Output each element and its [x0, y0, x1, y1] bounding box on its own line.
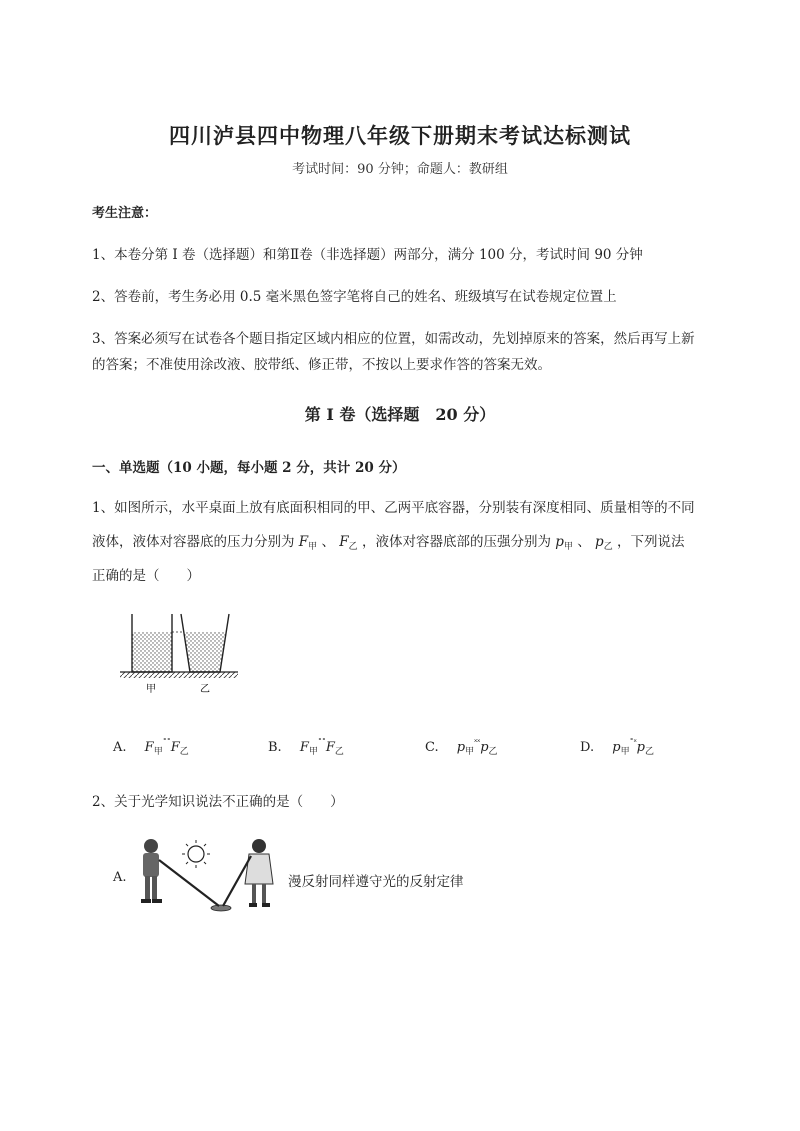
- q2-option-a-letter[interactable]: A.: [113, 870, 127, 885]
- girl-figure: [245, 839, 273, 907]
- q1-option-a[interactable]: A. $F_甲^{˚˚}F_乙$: [113, 738, 189, 757]
- part-heading: 一、单选题（10 小题，每小题 2 分，共计 20 分）: [92, 460, 406, 476]
- notice-item-3: 3、答案必须写在试卷各个题目指定区域内相应的位置，如需改动，先划掉原来的答案，然后再写上新: [92, 331, 695, 347]
- q1-stem-line3: 正确的是（ ）: [92, 568, 200, 584]
- notice-item-1: 1、本卷分第 I 卷（选择题）和第Ⅱ卷（非选择题）两部分，满分 100 分，考试时间 90 分钟: [92, 247, 643, 263]
- q1-text-e: ，下列说法: [617, 534, 685, 550]
- reflector: [211, 905, 231, 911]
- pressure-yi: $p_乙$: [595, 534, 613, 552]
- reflection-illustration: [135, 832, 285, 920]
- force-yi: $F_乙$: [339, 534, 358, 552]
- sun-icon: [182, 840, 210, 868]
- pressure-jia: $p_甲$: [555, 534, 573, 552]
- container-jia: [132, 614, 172, 672]
- exam-info: 考试时间：90 分钟；命题人：教研组: [292, 162, 508, 177]
- q2-option-a-text: 漫反射同样遵守光的反射定律: [288, 874, 464, 890]
- boy-figure: [141, 839, 162, 903]
- fig-label-jia: 甲: [146, 684, 156, 695]
- notice-item-3-cont: 的答案；不准使用涂改液、胶带纸、修正带，不按以上要求作答的答案无效。: [92, 357, 551, 373]
- page-title: 四川泸县四中物理八年级下册期末考试达标测试: [169, 123, 631, 148]
- q1-text-a: 液体，液体对容器底的压力分别为: [92, 534, 295, 550]
- q1-text-b: 、: [321, 534, 335, 550]
- q1-text-c: ，液体对容器底部的压强分别为: [361, 534, 551, 550]
- fig-label-yi: 乙: [200, 684, 210, 695]
- container-yi: [181, 614, 229, 672]
- force-jia: $F_甲$: [298, 534, 318, 552]
- q1-option-b[interactable]: B. $F_甲^{˚˚}F_乙$: [268, 738, 344, 757]
- q1-option-c[interactable]: C. $p_甲^{˟˟}p_乙$: [425, 738, 498, 757]
- notice-heading: 考生注意：: [92, 206, 158, 221]
- section-title: 第 I 卷（选择题 20 分）: [304, 405, 496, 424]
- q2-stem: 2、关于光学知识说法不正确的是（ ）: [92, 794, 344, 810]
- notice-item-2: 2、答卷前，考生务必用 0.5 毫米黑色签字笔将自己的姓名、班级填写在试卷规定位置上: [92, 289, 617, 305]
- q1-stem-line2: [92, 530, 685, 552]
- q1-text-d: 、: [577, 534, 591, 550]
- containers-figure: [112, 610, 247, 695]
- q1-stem-line1: 1、如图所示，水平桌面上放有底面积相同的甲、乙两平底容器，分别装有深度相同、质量相等的不同: [92, 500, 695, 516]
- q1-option-d[interactable]: D. $p_甲^{˚˟}p_乙$: [580, 738, 654, 757]
